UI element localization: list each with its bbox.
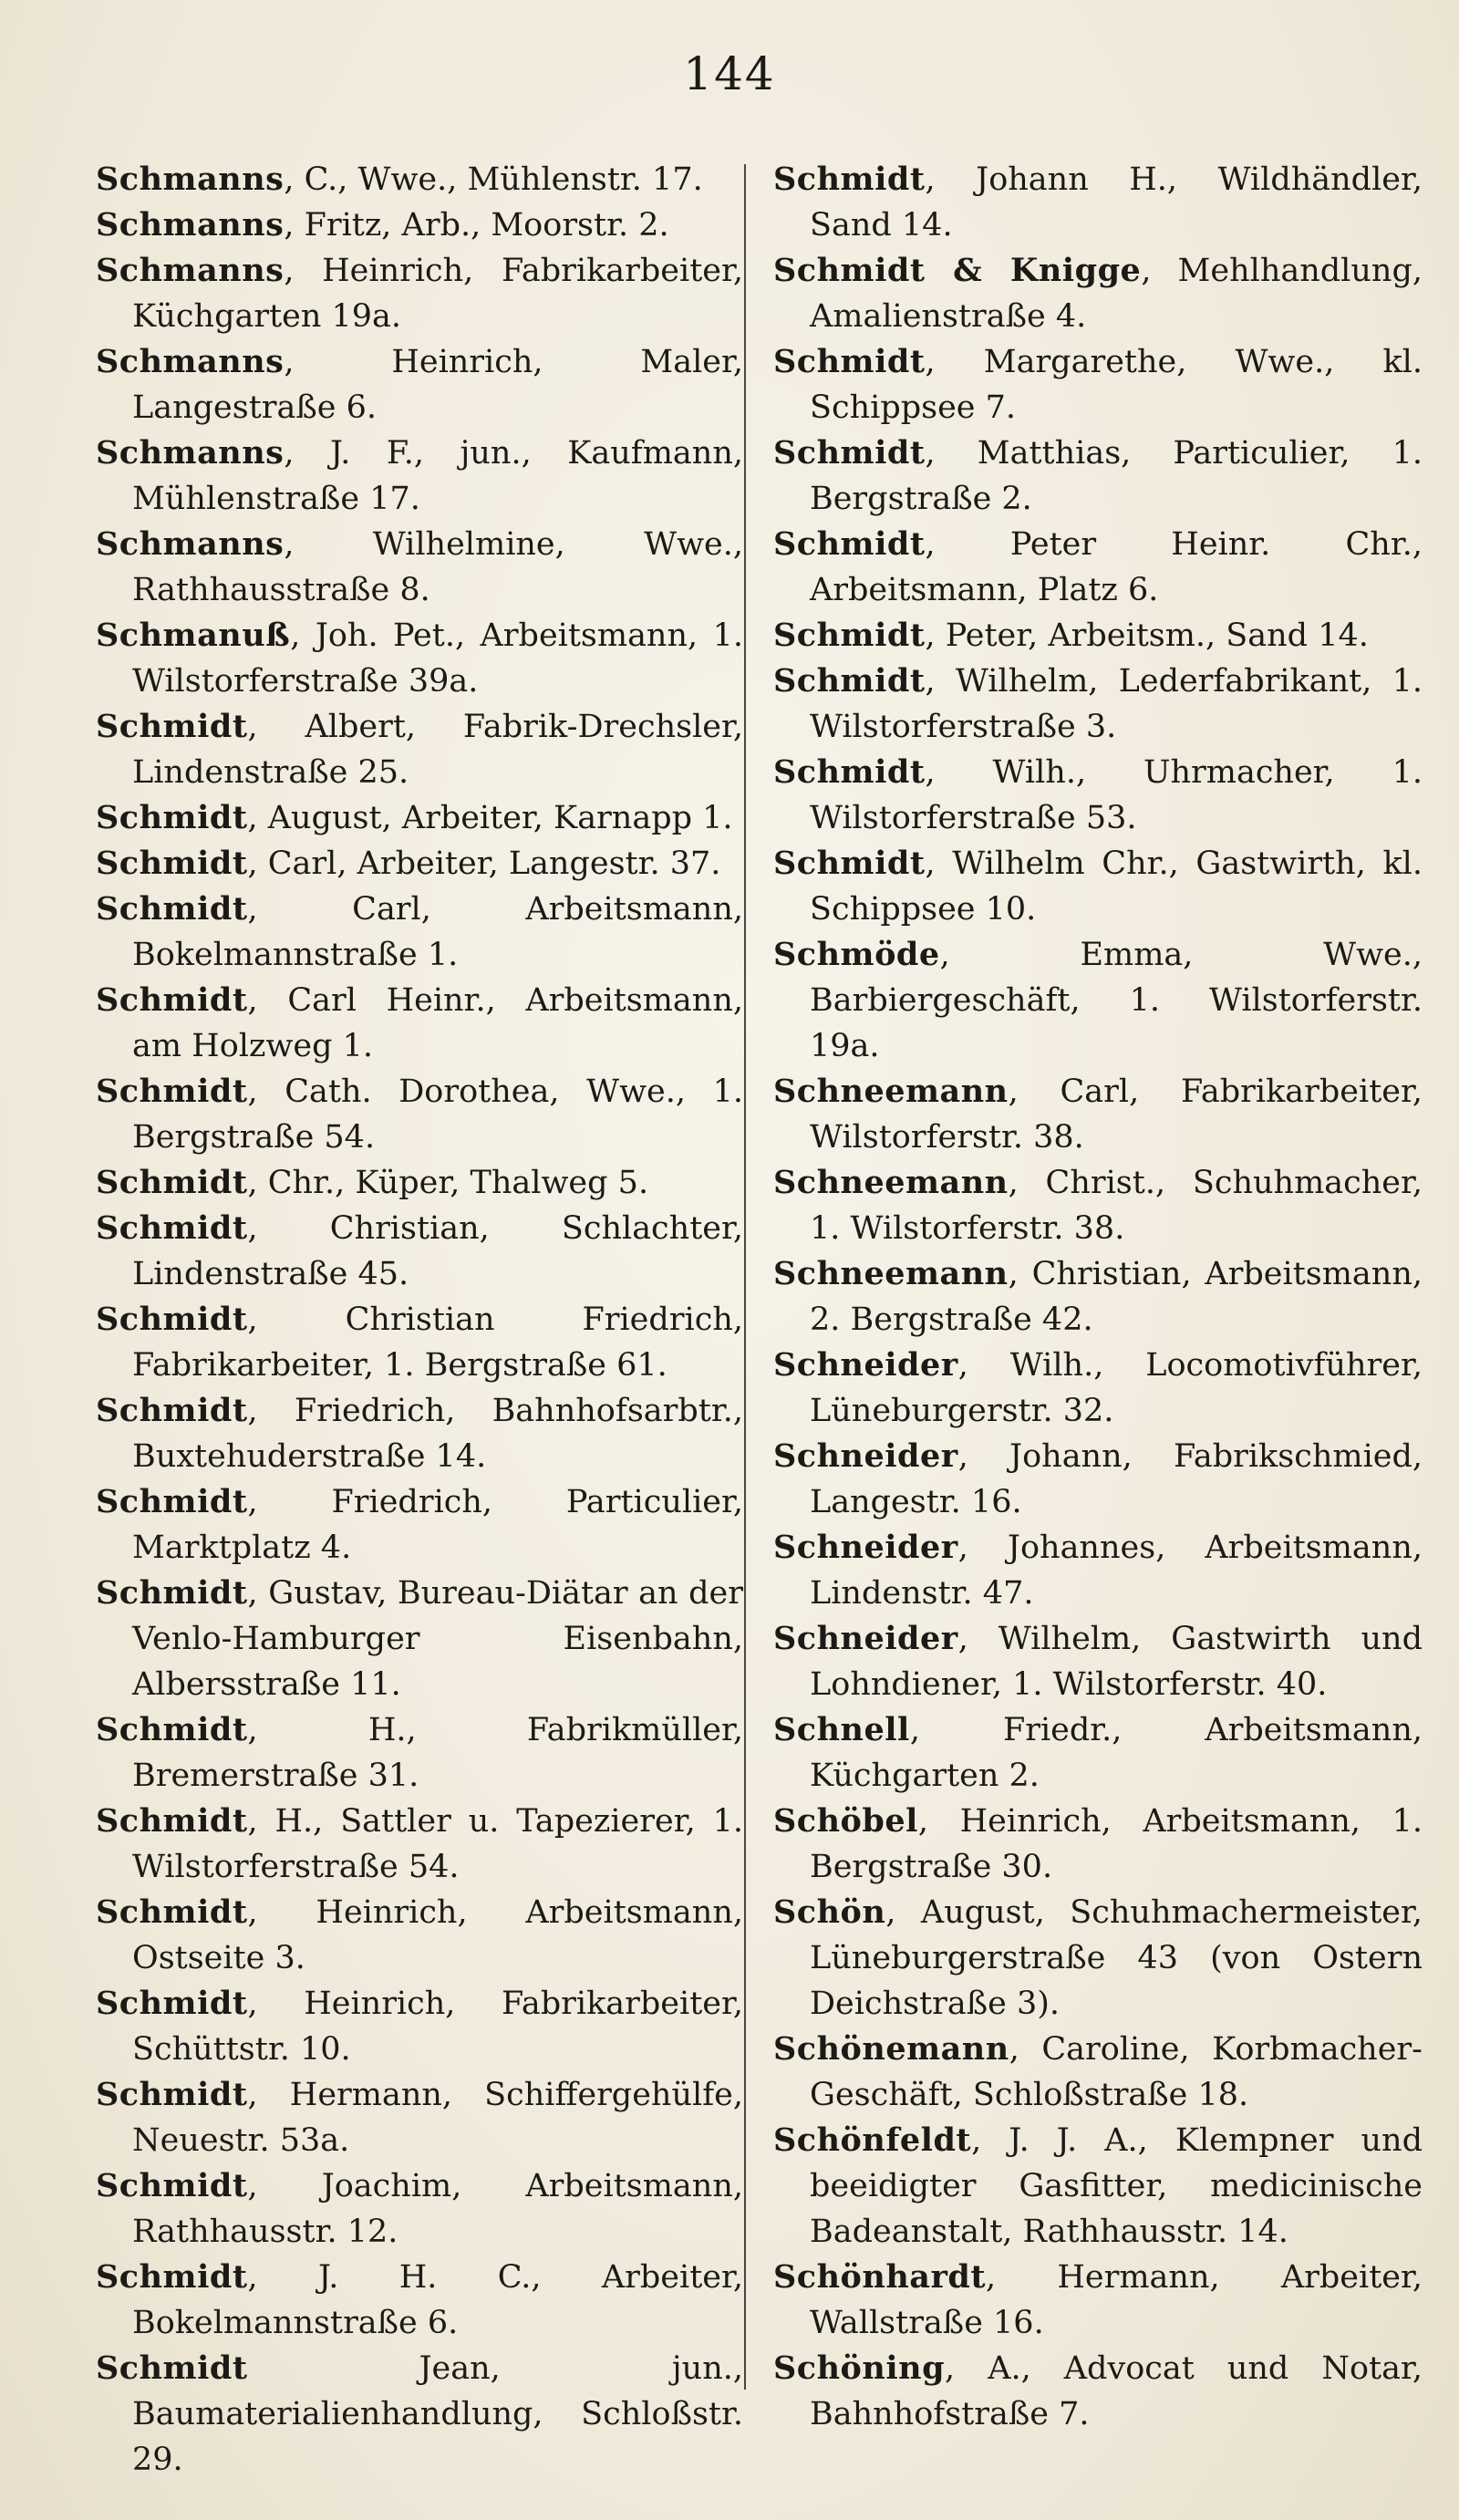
entry-details: , Carl, Arbeiter, Langestr. 37.	[247, 845, 721, 882]
entry-details: , Heinrich, Arbeitsmann, 1. Bergstraße 30.	[810, 1803, 1423, 1885]
entry-details: , Margarethe, Wwe., kl. Schippsee 7.	[810, 344, 1423, 426]
entry-details: , Christian, Schlachter, Lindenstraße 45.	[132, 1210, 743, 1292]
entry-details: , A., Advocat und Notar, Bahnhofstraße 7.	[810, 2350, 1423, 2432]
directory-entry	[773, 1890, 1423, 2027]
directory-entry	[96, 1479, 743, 1571]
directory-entry	[96, 2072, 743, 2163]
entry-surname: Schnell	[773, 1711, 910, 1748]
entry-details: , Heinrich, Fabrikarbeiter, Schüttstr. 10.	[132, 1986, 743, 2068]
directory-entry	[96, 1160, 743, 1206]
entry-surname: Schmidt	[96, 2258, 248, 2296]
directory-entry	[773, 750, 1423, 841]
directory-entry	[773, 522, 1423, 613]
entry-surname: Schmanns	[96, 161, 285, 198]
entry-surname: Schmidt	[96, 981, 248, 1019]
directory-entry	[773, 2255, 1423, 2346]
entry-details: , August, Arbeiter, Karnapp 1.	[247, 800, 733, 836]
directory-entry	[773, 841, 1423, 932]
entry-details: , Friedrich, Bahnhofsarbtr., Buxtehuderstraße 14.	[132, 1393, 743, 1475]
entry-surname: Schmidt	[96, 2076, 248, 2113]
entry-details: , Wilh., Uhrmacher, 1. Wilstorferstraße 53.	[810, 754, 1423, 836]
entry-details: , Gustav, Bureau-Diätar an der Venlo-Hamburger Eisenbahn, Albersstraße 11.	[132, 1575, 743, 1703]
entry-surname: Schmidt	[773, 161, 926, 198]
entry-details: , Mehlhandlung, Amalienstraße 4.	[810, 253, 1423, 335]
directory-entry	[773, 1160, 1423, 1251]
entry-details: , Carl, Arbeitsmann, Bokelmannstraße 1.	[132, 891, 743, 973]
entry-surname: Schmidt	[773, 753, 926, 791]
directory-entry	[96, 704, 743, 795]
entry-surname: Schmidt	[96, 1574, 248, 1612]
entry-surname: Schmidt	[96, 1073, 248, 1110]
entry-surname: Schmidt	[773, 662, 926, 700]
directory-entry	[96, 2346, 743, 2483]
directory-entry	[773, 1434, 1423, 1525]
directory-entry	[96, 202, 743, 248]
directory-entry	[773, 1799, 1423, 1890]
entry-details: , Joh. Pet., Arbeitsmann, 1. Wilstorferstraße 39a.	[132, 617, 743, 700]
entry-details: , Wilhelm Chr., Gastwirth, kl. Schippsee 10.	[810, 845, 1423, 928]
entry-surname: Schmidt	[96, 1483, 248, 1520]
entry-details: , Chr., Küper, Thalweg 5.	[247, 1165, 649, 1201]
directory-entry	[773, 430, 1423, 522]
entry-surname: Schönhardt	[773, 2258, 987, 2296]
directory-entry	[96, 1069, 743, 1160]
entry-details: , Heinrich, Fabrikarbeiter, Küchgarten 19a.	[132, 253, 743, 335]
directory-entry	[773, 339, 1423, 430]
directory-entry	[773, 659, 1423, 750]
directory-entry	[773, 1251, 1423, 1343]
directory-entry	[773, 1343, 1423, 1434]
entry-details: , Peter Heinr. Chr., Arbeitsmann, Platz 6.	[810, 526, 1423, 608]
directory-entry	[96, 157, 743, 202]
entry-surname: Schmidt	[96, 1893, 248, 1931]
entry-surname: Schmidt	[96, 890, 248, 928]
directory-entry	[96, 887, 743, 978]
directory-entry	[773, 2118, 1423, 2255]
entry-surname: Schmanuß	[96, 617, 291, 654]
entry-surname: Schmöde	[773, 936, 940, 973]
entry-surname: Schmidt	[96, 845, 248, 882]
entry-surname: Schneider	[773, 1437, 958, 1475]
entry-surname: Schmidt	[773, 434, 926, 472]
entry-details: , Christ., Schuhmacher, 1. Wilstorferstr. 38.	[810, 1165, 1423, 1247]
entry-details: , Joachim, Arbeitsmann, Rathhausstr. 12.	[132, 2168, 743, 2250]
directory-entry	[96, 2255, 743, 2346]
entry-surname: Schmidt	[96, 1711, 248, 1748]
directory-entry	[96, 1206, 743, 1297]
entry-details: , Wilhelm, Lederfabrikant, 1. Wilstorferstraße 3.	[810, 663, 1423, 745]
directory-entry	[96, 1571, 743, 1707]
directory-entry	[96, 2163, 743, 2255]
directory-entry	[773, 932, 1423, 1069]
entry-surname: Schneemann	[773, 1255, 1009, 1292]
entry-surname: Schönfeldt	[773, 2121, 972, 2159]
directory-entry	[96, 339, 743, 430]
entry-surname: Schmidt	[96, 1301, 248, 1338]
entry-details: Jean, jun., Baumaterialienhandlung, Schloßstr. 29.	[132, 2350, 743, 2478]
entry-details: , Hermann, Schiffergehülfe, Neuestr. 53a.	[132, 2077, 743, 2159]
entry-surname: Schmidt	[96, 1164, 248, 1201]
entry-details: , Friedr., Arbeitsmann, Küchgarten 2.	[810, 1712, 1423, 1794]
entry-details: , Wilhelmine, Wwe., Rathhausstraße 8.	[132, 526, 743, 608]
entry-details: , Cath. Dorothea, Wwe., 1. Bergstraße 54.	[132, 1073, 743, 1156]
entry-details: , Emma, Wwe., Barbiergeschäft, 1. Wilstorferstr. 19a.	[810, 937, 1423, 1064]
directory-entry	[96, 430, 743, 522]
entry-surname: Schmidt	[96, 799, 248, 836]
entry-surname: Schneider	[773, 1529, 958, 1566]
entry-details: , J. H. C., Arbeiter, Bokelmannstraße 6.	[132, 2259, 743, 2341]
entry-surname: Schneider	[773, 1620, 958, 1657]
entry-details: , C., Wwe., Mühlenstr. 17.	[284, 161, 703, 198]
entry-details: , Christian, Arbeitsmann, 2. Bergstraße 42.	[810, 1256, 1423, 1338]
directory-entry	[96, 841, 743, 887]
entry-details: , Heinrich, Maler, Langestraße 6.	[132, 344, 743, 426]
entry-surname: Schmidt	[96, 1392, 248, 1429]
entry-surname: Schmidt	[96, 1802, 248, 1840]
entry-surname: Schmanns	[96, 434, 285, 472]
entry-surname: Schön	[773, 1893, 886, 1931]
entry-details: , Carl Heinr., Arbeitsmann, am Holzweg 1.	[132, 982, 743, 1064]
entry-details: , Carl, Fabrikarbeiter, Wilstorferstr. 38.	[810, 1073, 1423, 1156]
entry-details: , Heinrich, Arbeitsmann, Ostseite 3.	[132, 1894, 743, 1976]
entry-surname: Schmidt	[773, 845, 926, 882]
entry-surname: Schönemann	[773, 2030, 1009, 2068]
directory-entry	[773, 2346, 1423, 2437]
entry-surname: Schmidt	[773, 343, 926, 380]
directory-entry	[96, 1799, 743, 1890]
directory-entry	[96, 1890, 743, 1981]
right-column	[773, 157, 1423, 2437]
column-divider	[744, 164, 746, 2390]
left-column	[96, 157, 743, 2483]
entry-details: , H., Sattler u. Tapezierer, 1. Wilstorferstraße 54.	[132, 1803, 743, 1885]
directory-entry	[773, 613, 1423, 659]
entry-surname: Schmanns	[96, 206, 285, 244]
entry-surname: Schmanns	[96, 525, 285, 563]
entry-surname: Schmanns	[96, 343, 285, 380]
directory-entry	[773, 1069, 1423, 1160]
entry-surname: Schöning	[773, 2349, 946, 2387]
entry-details: , August, Schuhmachermeister, Lüneburgerstraße 43 (von Ostern Deichstraße 3).	[810, 1894, 1423, 2022]
entry-surname: Schöbel	[773, 1802, 918, 1840]
entry-details: , H., Fabrikmüller, Bremerstraße 31.	[132, 1712, 743, 1794]
entry-details: , Peter, Arbeitsm., Sand 14.	[925, 617, 1369, 654]
directory-entry	[773, 2027, 1423, 2118]
directory-entry	[773, 248, 1423, 339]
directory-entry	[96, 1388, 743, 1479]
directory-entry	[96, 522, 743, 613]
entry-details: , Hermann, Arbeiter, Wallstraße 16.	[810, 2259, 1423, 2341]
entry-surname: Schmidt	[96, 2167, 248, 2204]
directory-entry	[96, 1297, 743, 1388]
entry-surname: Schmidt & Knigge	[773, 252, 1142, 289]
entry-surname: Schneemann	[773, 1164, 1009, 1201]
entry-details: , Johann, Fabrikschmied, Langestr. 16.	[810, 1438, 1423, 1520]
entry-surname: Schmidt	[773, 617, 926, 654]
directory-entry	[773, 1616, 1423, 1707]
entry-surname: Schmidt	[773, 525, 926, 563]
entry-details: , Caroline, Korbmacher-Geschäft, Schloßstraße 18.	[810, 2031, 1423, 2113]
entry-surname: Schneider	[773, 1346, 958, 1384]
entry-surname: Schmidt	[96, 2349, 248, 2387]
directory-entry	[96, 248, 743, 339]
directory-entry	[96, 613, 743, 704]
entry-surname: Schmidt	[96, 708, 248, 745]
entry-details: , J. F., jun., Kaufmann, Mühlenstraße 17.	[132, 435, 743, 517]
entry-details: , Wilhelm, Gastwirth und Lohndiener, 1. Wilstorferstr. 40.	[810, 1621, 1423, 1703]
entry-surname: Schneemann	[773, 1073, 1009, 1110]
entry-surname: Schmidt	[96, 1985, 248, 2022]
directory-entry	[96, 1981, 743, 2072]
entry-details: , Albert, Fabrik-Drechsler, Lindenstraße 25.	[132, 709, 743, 791]
entry-details: , J. J. A., Klempner und beeidigter Gasfitter, medicinische Badeanstalt, Rathhausstr. 14.	[810, 2122, 1423, 2250]
page-number: 144	[683, 47, 776, 100]
entry-surname: Schmidt	[96, 1209, 248, 1247]
entry-details: , Fritz, Arb., Moorstr. 2.	[284, 207, 669, 244]
directory-entry	[96, 795, 743, 841]
entry-details: , Johann H., Wildhändler, Sand 14.	[810, 161, 1423, 244]
entry-details: , Matthias, Particulier, 1. Bergstraße 2.	[810, 435, 1423, 517]
directory-entry	[773, 1707, 1423, 1799]
entry-surname: Schmanns	[96, 252, 285, 289]
entry-details: , Christian Friedrich, Fabrikarbeiter, 1. Bergstraße 61.	[132, 1301, 743, 1384]
entry-details: , Friedrich, Particulier, Marktplatz 4.	[132, 1484, 743, 1566]
directory-entry	[773, 157, 1423, 248]
directory-entry	[96, 978, 743, 1069]
directory-entry	[96, 1707, 743, 1799]
entry-details: , Johannes, Arbeitsmann, Lindenstr. 47.	[810, 1530, 1423, 1612]
entry-details: , Wilh., Locomotivführer, Lüneburgerstr. 32.	[810, 1347, 1423, 1429]
directory-entry	[773, 1525, 1423, 1616]
